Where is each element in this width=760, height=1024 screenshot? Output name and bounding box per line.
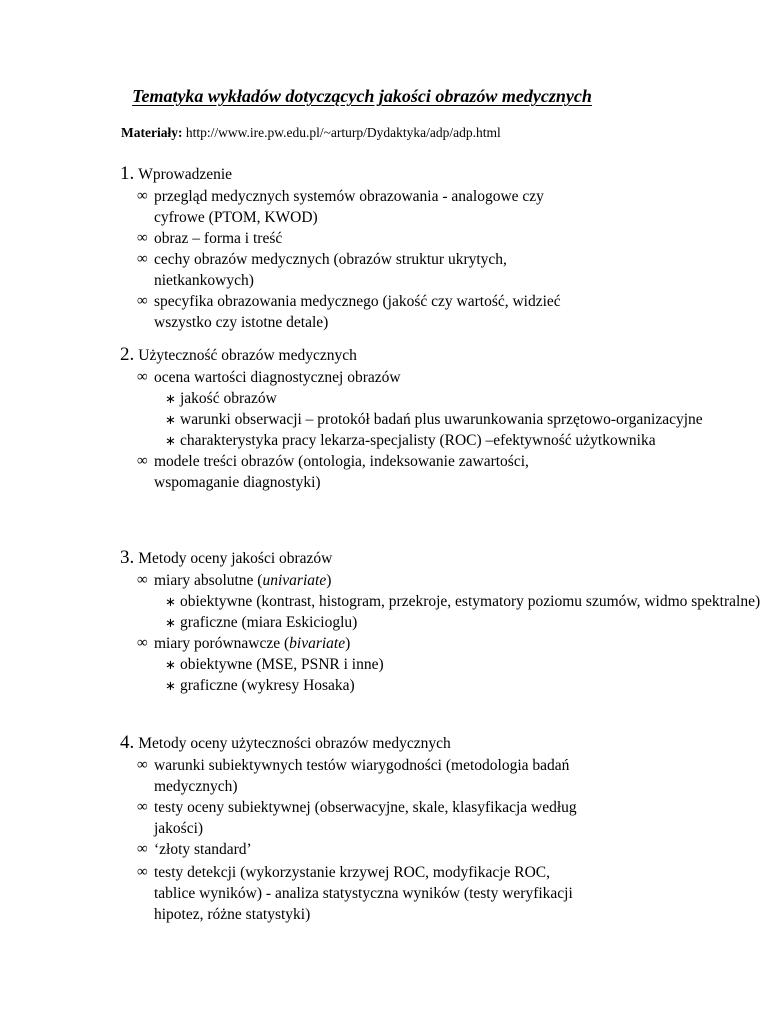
section-title: Metody oceny jakości obrazów <box>138 550 333 567</box>
materials-url: http://www.ire.pw.edu.pl/~arturp/Dydaktyka/adp/adp.html <box>185 125 501 140</box>
section-3 <box>120 546 760 696</box>
list-item: ∞ miary absolutne (univariate) <box>137 572 332 589</box>
asterisk-bullet-icon: ∗ <box>165 657 176 672</box>
section-heading <box>120 546 760 570</box>
infinity-bullet-icon: ∞ <box>137 251 148 267</box>
section-number: 3. <box>120 547 135 568</box>
infinity-bullet-icon: ∞ <box>137 293 148 309</box>
infinity-bullet-icon: ∞ <box>137 635 148 651</box>
section-1 <box>120 162 561 333</box>
list-item: ∞ przegląd medycznych systemów obrazowania - analogowe czy cyfrowe (PTOM, KWOD) <box>137 188 544 226</box>
section-heading <box>120 343 703 367</box>
sub-list-item: ∗ graficzne (wykresy Hosaka) <box>165 677 355 694</box>
infinity-bullet-icon: ∞ <box>137 841 148 857</box>
section-4 <box>120 731 577 925</box>
list-item: ∞ obraz – forma i treść <box>137 230 283 247</box>
section-title: Wprowadzenie <box>138 166 233 183</box>
sub-list-item: ∗ obiektywne (MSE, PSNR i inne) <box>165 656 384 673</box>
asterisk-bullet-icon: ∗ <box>165 678 176 693</box>
section-number: 2. <box>120 344 135 365</box>
section-number: 1. <box>120 163 135 184</box>
asterisk-bullet-icon: ∗ <box>165 433 176 448</box>
list-item: ∞ warunki subiektywnych testów wiarygodności (metodologia badań medycznych) <box>137 757 570 795</box>
sub-list-item: ∗ charakterystyka pracy lekarza-specjalisty (ROC) –efektywność użytkownika <box>165 432 656 449</box>
list-item: ∞ miary porównawcze (bivariate) <box>137 635 351 652</box>
section-title: Metody oceny użyteczności obrazów medycznych <box>138 735 451 752</box>
section-heading <box>120 162 561 186</box>
asterisk-bullet-icon: ∗ <box>165 615 176 630</box>
list-item: ∞ cechy obrazów medycznych (obrazów struktur ukrytych, nietkankowych) <box>137 251 507 289</box>
list-item: ∞ testy detekcji (wykorzystanie krzywej ROC, modyfikacje ROC, tablice wyników) - analiza statystyczna wyników (testy weryfikacji hipotez, różne statystyki) <box>137 864 573 923</box>
infinity-bullet-icon: ∞ <box>137 757 148 773</box>
asterisk-bullet-icon: ∗ <box>165 412 176 427</box>
page-title: Tematyka wykładów dotyczących jakości obrazów medycznych <box>132 86 592 106</box>
infinity-bullet-icon: ∞ <box>137 799 148 815</box>
sub-list-item: ∗ obiektywne (kontrast, histogram, przekroje, estymatory poziomu szumów, widmo spektralne) <box>165 593 760 610</box>
list-item: ∞ testy oceny subiektywnej (obserwacyjne, skale, klasyfikacja według jakości) <box>137 799 577 837</box>
section-number: 4. <box>120 732 135 753</box>
list-item: ∞ modele treści obrazów (ontologia, indeksowanie zawartości, wspomaganie diagnostyki) <box>137 453 529 491</box>
list-item: ∞ ocena wartości diagnostycznej obrazów <box>137 369 401 386</box>
sub-list-item: ∗ jakość obrazów <box>165 390 277 407</box>
materials-line <box>121 125 501 141</box>
section-2 <box>120 343 703 493</box>
infinity-bullet-icon: ∞ <box>137 188 148 204</box>
section-title: Użyteczność obrazów medycznych <box>138 347 357 364</box>
infinity-bullet-icon: ∞ <box>137 369 148 385</box>
sub-list-item: ∗ warunki obserwacji – protokół badań plus uwarunkowania sprzętowo-organizacyjne <box>165 411 703 428</box>
infinity-bullet-icon: ∞ <box>137 864 148 880</box>
section-heading <box>120 731 577 755</box>
infinity-bullet-icon: ∞ <box>137 453 148 469</box>
list-item: ∞ specyfika obrazowania medycznego (jakość czy wartość, widzieć wszystko czy istotne detale) <box>137 293 561 331</box>
list-item: ∞ ‘złoty standard’ <box>137 841 252 858</box>
materials-label: Materiały: <box>121 125 183 140</box>
asterisk-bullet-icon: ∗ <box>165 594 176 609</box>
asterisk-bullet-icon: ∗ <box>165 391 176 406</box>
sub-list-item: ∗ graficzne (miara Eskicioglu) <box>165 614 358 631</box>
infinity-bullet-icon: ∞ <box>137 572 148 588</box>
infinity-bullet-icon: ∞ <box>137 230 148 246</box>
